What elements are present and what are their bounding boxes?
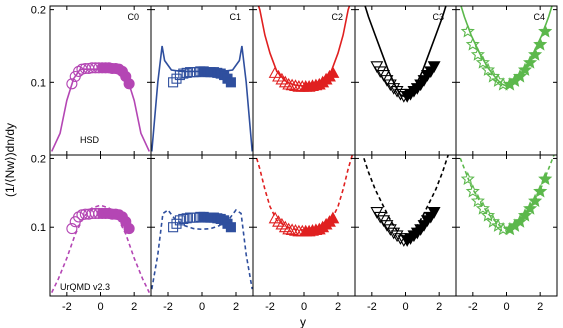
model-curve	[152, 46, 252, 151]
panel	[355, 152, 456, 313]
x-tick-label: 2	[131, 301, 138, 313]
panel	[355, 0, 456, 155]
panel-frame	[355, 6, 456, 155]
data-point-filled	[124, 79, 134, 89]
data-point-open	[169, 223, 178, 232]
data-point-open	[172, 74, 181, 83]
x-tick-label: 0	[402, 301, 409, 313]
model-curve	[362, 152, 450, 237]
x-tick-label: -2	[163, 301, 173, 313]
row-label: UrQMD v2.3	[60, 282, 111, 292]
column-label: C3	[432, 12, 444, 22]
data-point-open	[182, 214, 191, 223]
x-tick-label: 2	[537, 301, 544, 313]
x-tick-label: 2	[232, 301, 240, 313]
panel-frame	[151, 6, 253, 155]
x-tick-label: 0	[198, 301, 206, 313]
y-tick-label: 0.2	[30, 153, 46, 166]
model-curve	[255, 152, 354, 230]
y-tick-label: 0.1	[30, 222, 46, 235]
panel-frame	[50, 155, 151, 296]
panel-frame	[253, 6, 355, 155]
data-point-filled	[124, 224, 134, 234]
x-axis-label: y	[300, 315, 306, 328]
y-tick-label: 0.2	[30, 4, 46, 17]
y-tick-label: 0.1	[30, 77, 46, 90]
data-point-filled	[226, 78, 235, 87]
column-label: C0	[127, 12, 139, 22]
column-label: C1	[229, 12, 241, 22]
panel-frame	[50, 6, 151, 155]
row-label: HSD	[80, 135, 100, 145]
panel-frame	[456, 6, 557, 155]
x-tick-label: 0	[300, 301, 308, 313]
column-label: C2	[331, 12, 343, 22]
x-tick-label: 0	[503, 301, 510, 313]
data-point-open	[467, 186, 478, 197]
panel	[31, 153, 151, 313]
x-tick-label: -2	[265, 301, 275, 313]
panel-frame	[253, 155, 355, 296]
data-point-open	[189, 213, 198, 222]
x-tick-label: 2	[334, 301, 342, 313]
column-label: C4	[533, 12, 545, 22]
data-point-filled	[226, 223, 235, 232]
panel	[253, 0, 355, 155]
data-point-open	[182, 68, 191, 77]
panel-frame	[456, 155, 557, 296]
panel	[151, 6, 253, 155]
x-tick-label: -2	[467, 301, 478, 313]
panel	[456, 152, 557, 313]
x-tick-label: -2	[61, 301, 72, 313]
panel	[456, 0, 557, 155]
data-point-filled	[540, 173, 551, 184]
x-tick-label: 2	[436, 301, 443, 313]
model-curve	[52, 69, 150, 151]
panel-frame	[151, 155, 253, 296]
panel-grid	[31, 0, 557, 313]
panel	[151, 155, 253, 313]
x-tick-label: 0	[97, 301, 104, 313]
y-axis-label: (1/⟨Nw⟩)dn/dy	[3, 122, 17, 198]
panel	[31, 5, 151, 155]
panel	[253, 152, 355, 313]
x-tick-label: -2	[366, 301, 377, 313]
